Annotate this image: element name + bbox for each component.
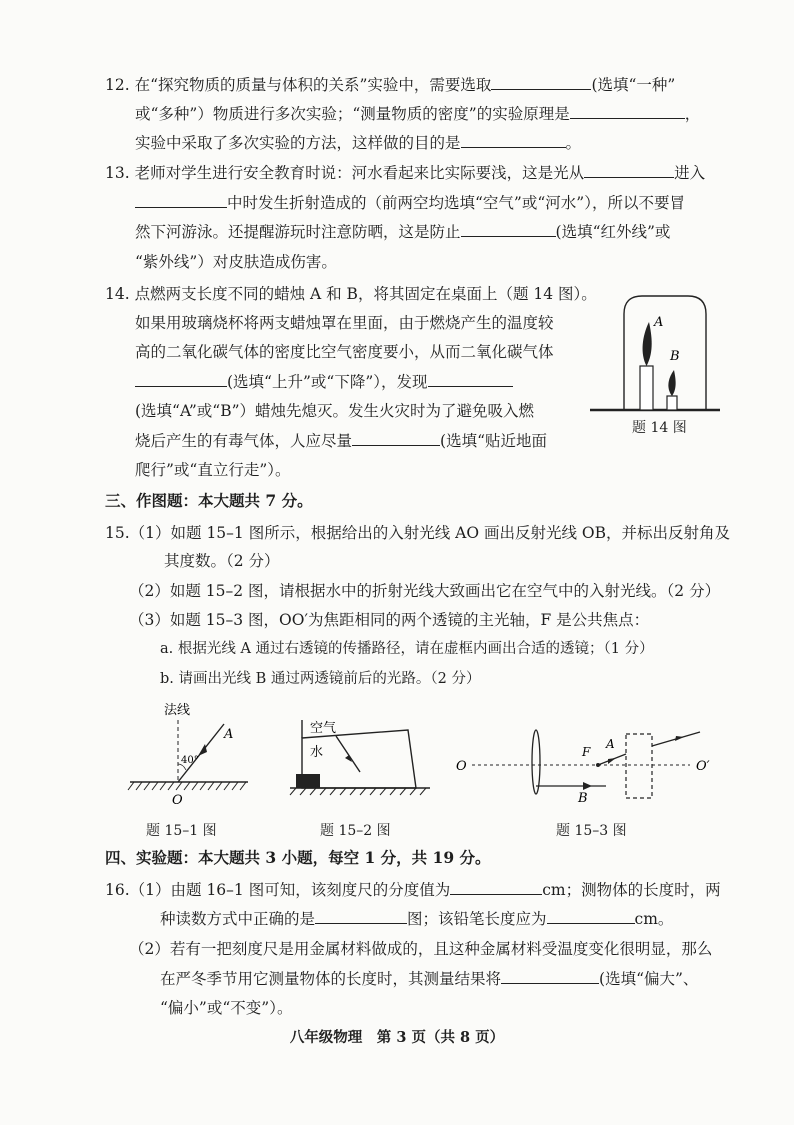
- q13-text-1a: 13. 老师对学生进行安全教育时说：河水看起来比实际要浅，这是光从: [105, 164, 585, 182]
- q16-text-2b: 图；该铅笔长度应为: [407, 910, 547, 928]
- q14-text-2: 如果用玻璃烧杯将两支蜡烛罩在里面，由于燃烧产生的温度较: [135, 314, 554, 332]
- q16-line5: [160, 997, 292, 1019]
- q14-blank-3[interactable]: [352, 430, 440, 446]
- q16-text-2a: 种读数方式中正确的是: [160, 910, 316, 928]
- q15-text-1b: 其度数。（2 分）: [164, 552, 280, 570]
- q13-blank-2[interactable]: [135, 192, 227, 208]
- q14-text-4a: (选填“上升”或“下降”），发现: [227, 373, 428, 391]
- q13-line1: [105, 162, 705, 184]
- air-label: 空气: [310, 721, 337, 736]
- q15-line3: [129, 580, 720, 602]
- label-f: F: [582, 745, 591, 759]
- q13-text-1b: 进入: [674, 164, 706, 182]
- q15-line1: [105, 522, 730, 544]
- figure-15-3-caption: 题 15–3 图: [556, 823, 627, 839]
- refracted-ray: [336, 736, 360, 772]
- normal-label: 法线: [164, 703, 191, 718]
- q16-blank-1[interactable]: [450, 879, 542, 895]
- q15-line2: [164, 550, 280, 572]
- q13-text-4: “紫外线”）对皮肤造成伤害。: [135, 253, 337, 271]
- q13-line3: [135, 221, 670, 243]
- label-a: A: [606, 737, 615, 751]
- left-lens: [532, 730, 540, 794]
- q16-text-4a: 在严冬季节用它测量物体的长度时，其测量结果将: [160, 970, 502, 988]
- q13-text-2: 中时发生折射造成的（前两空均选填“空气”或“河水”），所以不要冒: [227, 194, 685, 212]
- page-footer: [0, 1027, 794, 1049]
- section-4-title: [105, 847, 491, 869]
- q16-text-1b: cm；测物体的长度时，两: [542, 881, 721, 899]
- q16-blank-4[interactable]: [501, 968, 599, 984]
- q13-text-3b: (选填“红外线”或: [555, 223, 671, 241]
- q13-line2: [135, 192, 685, 214]
- q14-line4: [135, 371, 513, 393]
- q14-blank-2[interactable]: [428, 371, 513, 387]
- q12-line1: [105, 74, 675, 96]
- q12-blank-2[interactable]: [570, 103, 685, 119]
- beaker-outline: [624, 296, 706, 410]
- q13-blank-3[interactable]: [461, 221, 556, 237]
- q16-text-5: “偏小”或“不变”）。: [160, 999, 293, 1017]
- figure-15-1: [120, 700, 260, 810]
- incident-arrow: [198, 744, 207, 756]
- q15-line4: [129, 609, 649, 631]
- q14-blank-1[interactable]: [135, 371, 227, 387]
- flame-a: [643, 322, 652, 366]
- footer-text: 八年级物理 第 3 页（共 8 页）: [289, 1029, 505, 1046]
- q12-text-1a: 12. 在“探究物质的质量与体积的关系”实验中，需要选取: [105, 76, 492, 94]
- q16-text-4b: (选填“偏大”、: [599, 970, 699, 988]
- q12-line2: [135, 103, 700, 125]
- ground-hatching: [290, 788, 426, 795]
- q14-text-7: 爬行”或“直立行走”）。: [135, 461, 291, 479]
- label-o-prime: O′: [696, 759, 710, 774]
- q14-line7: [135, 459, 291, 481]
- figure-14: [590, 292, 720, 417]
- q14-text-6b: (选填“贴近地面: [440, 432, 547, 450]
- flame-b: [668, 370, 675, 396]
- q14-text-3: 高的二氧化碳气体的密度比空气密度要小，从而二氧化碳气体: [135, 343, 554, 361]
- candle-b: [667, 396, 677, 410]
- q12-text-1b: (选填“一种”: [591, 76, 676, 94]
- q12-text-3b: 。: [565, 134, 582, 152]
- q12-text-2a: 或“多种”）物质进行多次实验；“测量物质的密度”的实验原理是: [135, 105, 570, 123]
- figure-14-caption: 题 14 图: [632, 420, 687, 436]
- section-4-text: 四、实验题：本大题共 3 小题，每空 1 分，共 19 分。: [105, 848, 491, 867]
- q12-text-2b: ，: [684, 105, 701, 123]
- q13-blank-1[interactable]: [584, 162, 674, 178]
- label-b: B: [670, 349, 680, 364]
- q14-line2: [135, 312, 554, 334]
- q15-text-3a: a. 根据光线 A 通过右透镜的传播路径，请在虚框内画出合适的透镜；（1 分）: [160, 641, 654, 657]
- q16-line3: [129, 938, 712, 960]
- q14-line6: [135, 430, 547, 452]
- support-block: [296, 774, 320, 788]
- q15-line5: [160, 638, 654, 660]
- q14-text-6a: 烧后产生的有毒气体，人应尽量: [135, 432, 353, 450]
- label-a: A: [654, 315, 664, 330]
- figure-15-3: [450, 720, 720, 810]
- q15-text-3b: b. 请画出光线 B 通过两透镜前后的光路。（2 分）: [160, 671, 481, 687]
- section-3-title: [105, 490, 313, 512]
- q14-line5: [135, 400, 534, 422]
- candle-a: [640, 366, 653, 410]
- q12-text-3a: 实验中采取了多次实验的方法，这样做的目的是: [135, 134, 461, 152]
- q16-blank-3[interactable]: [547, 908, 635, 924]
- water-label: 水: [310, 745, 324, 760]
- angle-label: 40°: [181, 755, 199, 766]
- figure-15-2: [290, 710, 440, 810]
- q12-blank-1[interactable]: [491, 74, 591, 90]
- q16-text-2c: cm。: [634, 910, 674, 928]
- q13-line4: [135, 251, 337, 273]
- q15-text-1a: 15.（1）如题 15–1 图所示，根据给出的入射光线 AO 画出反射光线 OB，并标出反射角及: [105, 524, 730, 542]
- q14-line3: [135, 341, 554, 363]
- q16-text-3: （2）若有一把刻度尺是用金属材料做成的，且这种金属材料受温度变化很明显，那么: [129, 940, 713, 958]
- q16-blank-2[interactable]: [315, 908, 407, 924]
- ray-label-a: A: [224, 727, 234, 742]
- q14-text-1: 14. 点燃两支长度不同的蜡烛 A 和 B，将其固定在桌面上（题 14 图）。: [105, 285, 597, 303]
- figure-15-2-caption: 题 15–2 图: [320, 823, 391, 839]
- label-b: B: [578, 791, 588, 806]
- label-o: O: [456, 759, 467, 774]
- q16-line4: [160, 968, 698, 990]
- q15-text-2: （2）如题 15–2 图，请根据水中的折射光线大致画出它在空气中的入射光线。（2 分）: [129, 582, 721, 600]
- q12-line3: [135, 132, 581, 154]
- point-label-o: O: [172, 793, 183, 808]
- q13-text-3a: 然下河游泳。还提醒游玩时注意防晒，这是防止: [135, 223, 461, 241]
- q14-text-5: (选填“A”或“B”）蜡烛先熄灭。发生火灾时为了避免吸入燃: [135, 402, 535, 420]
- q14-line1: [105, 283, 597, 305]
- q12-blank-3[interactable]: [461, 132, 566, 148]
- q16-line2: [160, 908, 673, 930]
- mirror-hatching: [128, 782, 246, 790]
- section-3-text: 三、作图题：本大题共 7 分。: [105, 491, 313, 510]
- q16-line1: [105, 879, 721, 901]
- q15-text-3: （3）如题 15–3 图，OO′为焦距相同的两个透镜的主光轴，F 是公共焦点：: [129, 611, 650, 629]
- q15-line6: [160, 668, 480, 690]
- dashed-lens-box: [626, 734, 652, 798]
- ray-b-arrow: [583, 782, 592, 790]
- figure-15-1-caption: 题 15–1 图: [146, 823, 217, 839]
- q16-text-1a: 16.（1）由题 16–1 图可知，该刻度尺的分度值为: [105, 881, 451, 899]
